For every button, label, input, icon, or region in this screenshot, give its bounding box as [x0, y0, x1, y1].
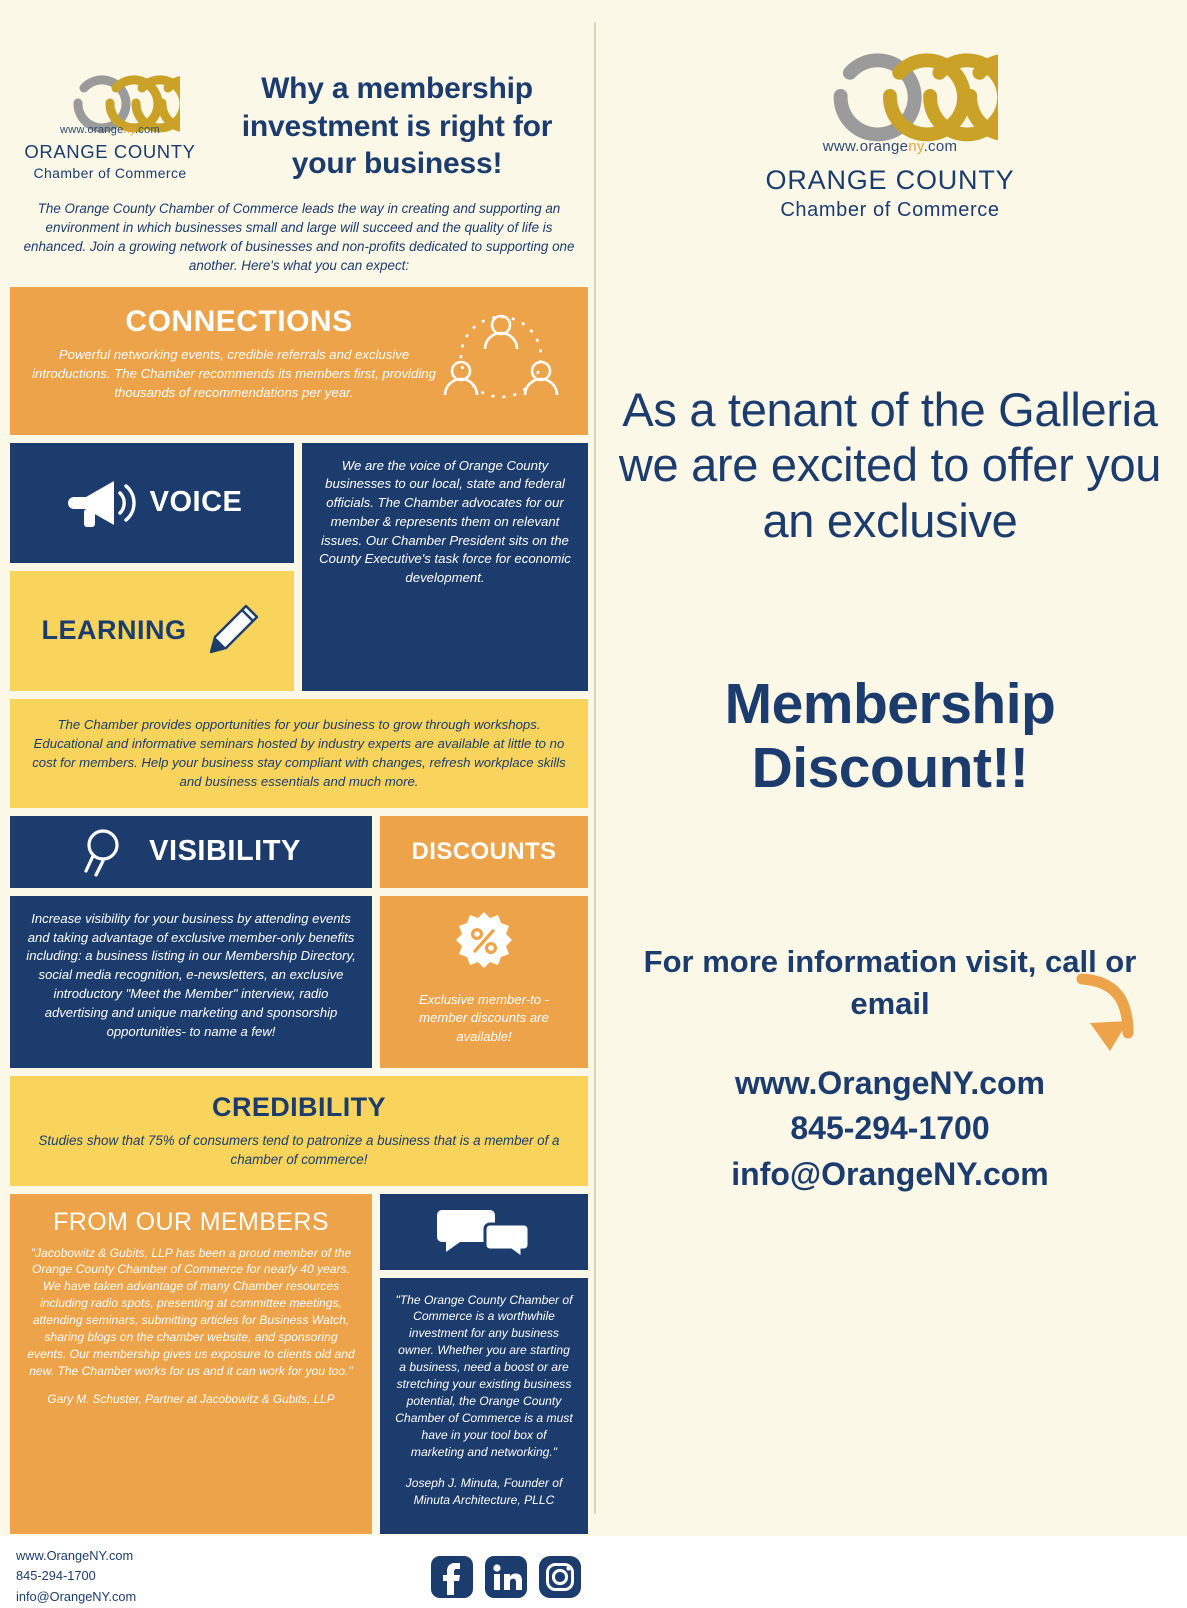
- credibility-body: Studies show that 75% of consumers tend to patronize a business that is a member of a chamber of commerce!: [38, 1132, 560, 1168]
- logo-url: www.orangeny.com: [60, 124, 160, 136]
- contact-phone[interactable]: 845-294-1700: [16, 1568, 96, 1584]
- members-title: FROM OUR MEMBERS: [53, 1207, 329, 1236]
- pencil-icon: [201, 600, 263, 662]
- logo-name-line1-large: ORANGE COUNTY: [765, 165, 1015, 195]
- right-panel: [600, 18, 1180, 1518]
- intro-paragraph: The Orange County Chamber of Commerce leads the way in creating and supporting an environment in which businesses small and large will succeed and the quality of life is enhanced. Join a growing network of businesses and non-profits dedicated to supporting one another. Here's what you can expect:: [23, 200, 575, 273]
- social-links: [430, 1555, 582, 1599]
- logo-name-line2: Chamber of Commerce: [33, 165, 187, 181]
- percent-badge-icon: [453, 910, 515, 972]
- left-panel: [10, 18, 588, 1604]
- visibility-header: [10, 816, 372, 888]
- connections-body: Powerful networking events, credible referrals and exclusive introductions. The Chamber recommends its members first, providing thousands of recommendations per year.: [32, 346, 436, 400]
- discount-heading: Membership Discount!!: [724, 672, 1056, 801]
- member-attrib-2: Joseph J. Minuta, Founder of Minuta Architecture, PLLC: [405, 1475, 563, 1507]
- discounts-section: [380, 896, 588, 1068]
- testimonial-icon-box: [380, 1194, 588, 1270]
- learning-header: [10, 571, 294, 691]
- right-contact-block: [600, 1061, 1180, 1197]
- connections-title: CONNECTIONS: [125, 304, 353, 338]
- discounts-header: [380, 816, 588, 888]
- logo-url-large: www.orangeny.com: [822, 138, 958, 155]
- visibility-discounts-row: [10, 816, 588, 1068]
- learning-label: LEARNING: [41, 615, 187, 646]
- logo-name-line2-large: Chamber of Commerce: [780, 199, 1000, 221]
- member-attrib-1: Gary M. Schuster, Partner at Jacobowitz & Gubits, LLP: [47, 1391, 335, 1406]
- contact-website[interactable]: www.OrangeNY.com: [16, 1547, 134, 1563]
- contact-lines: [16, 1546, 136, 1608]
- network-people-icon: [438, 309, 564, 419]
- instagram-icon[interactable]: [538, 1555, 582, 1599]
- voice-learning-row: [10, 443, 588, 691]
- right-contact-website[interactable]: www.OrangeNY.com: [735, 1064, 1045, 1101]
- discounts-body: Exclusive member-to -member discounts are available!: [418, 991, 549, 1044]
- member-testimonial-2: [380, 1278, 588, 1534]
- right-contact-email[interactable]: info@OrangeNY.com: [731, 1155, 1049, 1192]
- speech-bubbles-icon: [436, 1206, 532, 1258]
- credibility-section: [10, 1076, 588, 1186]
- left-header: [10, 18, 588, 183]
- chamber-logo-small: [10, 58, 210, 181]
- tenant-heading: As a tenant of the Galleria we are excited to offer you an exclusive: [618, 383, 1162, 547]
- visibility-label: VISIBILITY: [149, 835, 301, 868]
- curved-arrow-icon: [1072, 971, 1142, 1063]
- connections-section: [10, 287, 588, 435]
- logo-name-line1: ORANGE COUNTY: [24, 141, 196, 162]
- megaphone-icon: [62, 475, 136, 531]
- occc-logo-icon-large: [782, 48, 998, 144]
- more-info-text: For more information visit, call or email: [643, 944, 1137, 1021]
- left-contact-block: [10, 1546, 588, 1608]
- members-section: [10, 1194, 372, 1534]
- voice-label: VOICE: [149, 486, 243, 519]
- credibility-title: CREDIBILITY: [212, 1091, 386, 1122]
- voice-header: [10, 443, 294, 563]
- more-info-heading: [600, 941, 1180, 1025]
- page-title: Why a membership investment is right for your business!: [241, 72, 553, 180]
- voice-body: We are the voice of Orange County businesses to our local, state and federal officials. The Chamber advocates for our member & represents them on relevant issues. Our Chamber President sits on the County Executive's task force for economic development.: [302, 443, 588, 691]
- chamber-logo-large: [600, 18, 1180, 222]
- discounts-label: DISCOUNTS: [411, 837, 557, 865]
- right-contact-phone[interactable]: 845-294-1700: [790, 1110, 990, 1147]
- linkedin-icon[interactable]: [484, 1555, 528, 1599]
- facebook-icon[interactable]: [430, 1555, 474, 1599]
- contact-email[interactable]: info@OrangeNY.com: [16, 1589, 137, 1604]
- member-quote-1: "Jacobowitz & Gubits, LLP has been a proud member of the Orange County Chamber of Commerce for nearly 40 years. We have taken advantage of many Chamber resources including radio spots, presenting at committee meetings, attending seminars, submitting articles for Business Watch, sharing blogs on the chamber website, and sponsoring events. Our membership gives us exposure to clients old and new. The Chamber works for us and it can work for you too.": [27, 1245, 355, 1379]
- visibility-body: Increase visibility for your business by attending events and taking advantage of exclusive member-only benefits including: a business listing in our Membership Directory, social media recognition, e-newsletters, an exclusive introductory "Meet the Member" interview, radio advertising and unique marketing and sponsorship opportunities- to name a few!: [10, 896, 372, 1068]
- magnifier-icon: [81, 825, 133, 879]
- learning-body: The Chamber provides opportunities for your business to grow through workshops. Educational and informative seminars hosted by industry experts are available at little to no cost for members. Help your business stay compliant with changes, refresh workplace skills and business essentials and much more.: [10, 699, 588, 808]
- member-quote-2: "The Orange County Chamber of Commerce is a worthwhile investment for any business owner. Whether you are starting a business, need a boost or are stretching your existing business potential, the Orange County Chamber of Commerce is a must have in your tool box of marketing and networking.": [395, 1292, 573, 1459]
- panel-divider: [594, 22, 596, 1514]
- members-row: [10, 1194, 588, 1534]
